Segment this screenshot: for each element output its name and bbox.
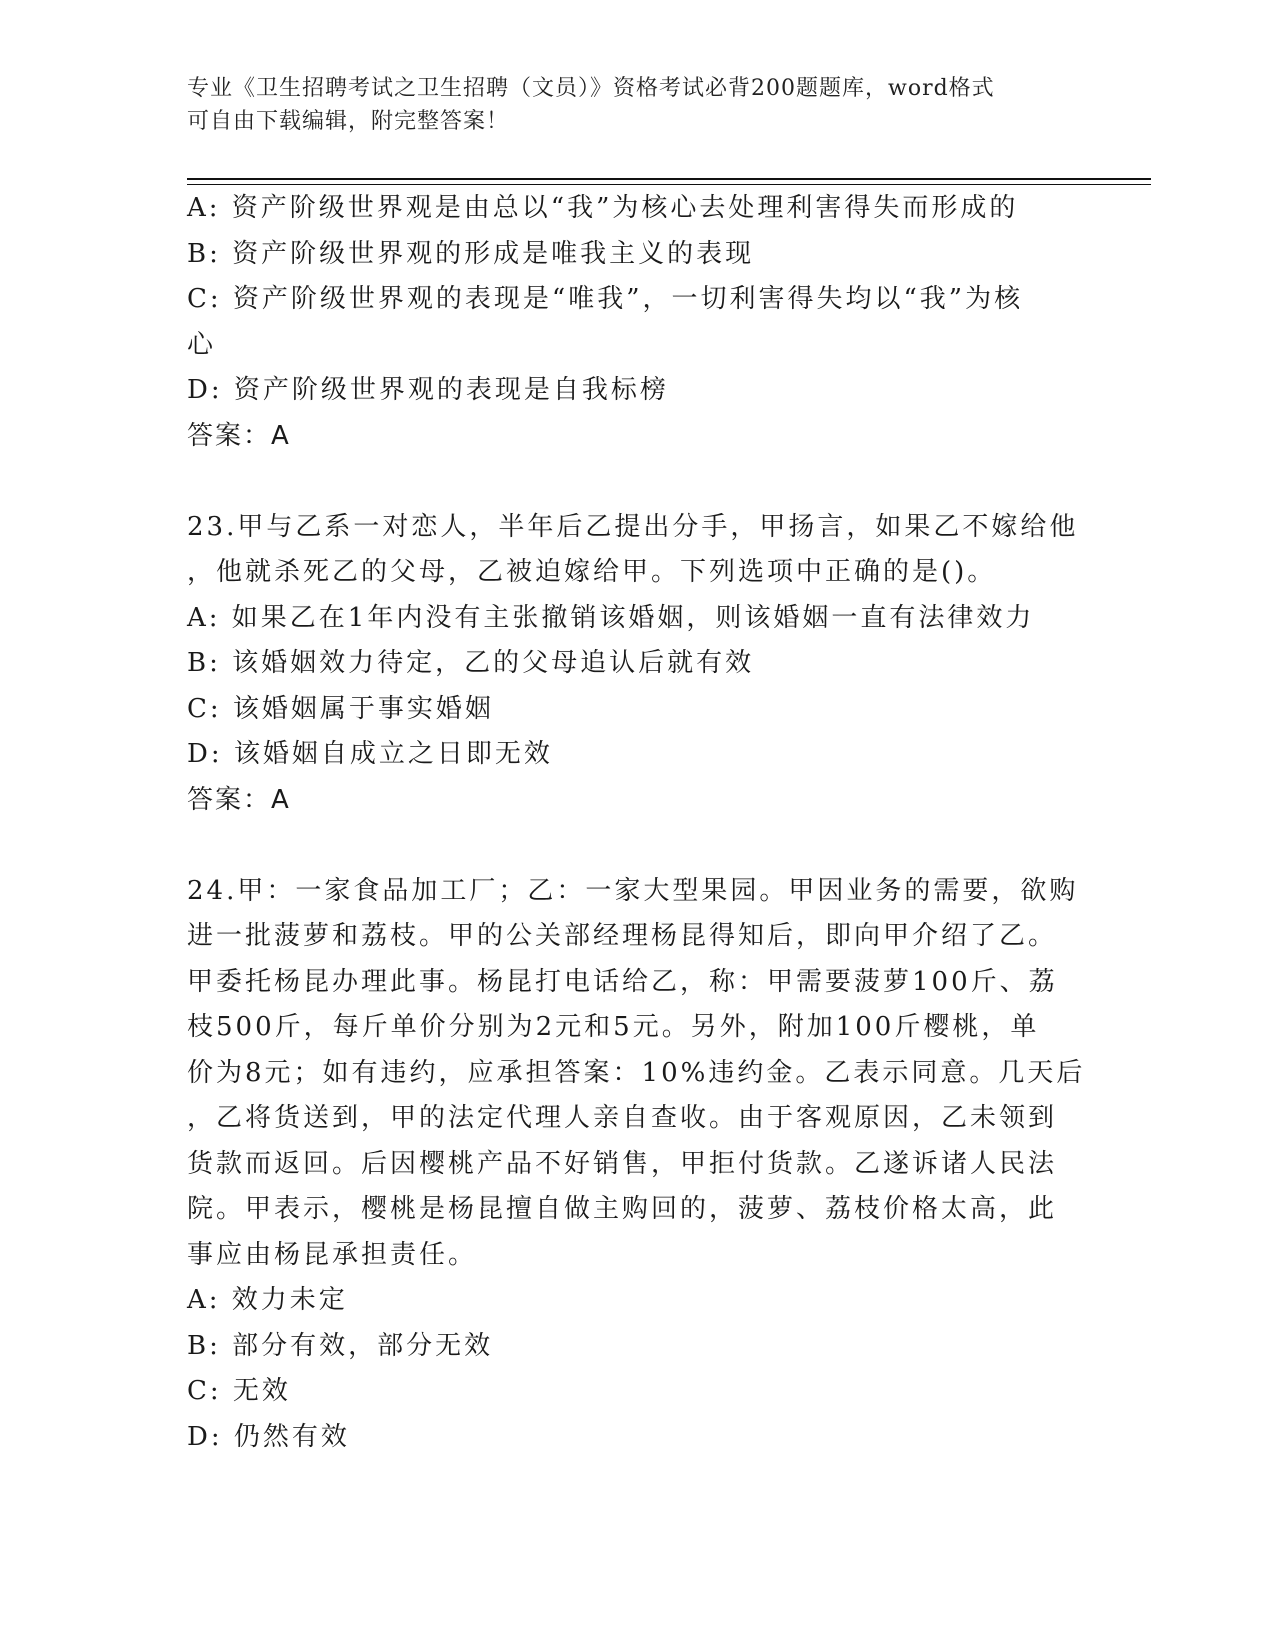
header-divider-thin <box>187 184 1151 185</box>
question-24 <box>187 869 1087 1461</box>
document-header <box>187 72 1087 138</box>
question-stem-line: 事应由杨昆承担责任。 <box>187 1239 478 1270</box>
document-body <box>187 186 1087 1460</box>
answer-line: 答案：A <box>187 420 291 451</box>
header-divider-thick <box>187 178 1151 180</box>
question-stem-line: ，乙将货送到，甲的法定代理人亲自查收。由于客观原因，乙未领到 <box>187 1103 1058 1133</box>
option-b: B: 部分有效，部分无效 <box>187 1330 494 1361</box>
question-22-continued <box>187 186 1087 459</box>
option-c: C: 该婚姻属于事实婚姻 <box>187 693 494 724</box>
header-title-line-2: 可自由下载编辑，附完整答案！ <box>187 109 510 134</box>
option-d: D: 仍然有效 <box>187 1421 350 1452</box>
option-b: B: 该婚姻效力待定，乙的父母追认后就有效 <box>187 648 755 678</box>
question-stem-line: 23.甲与乙系一对恋人，半年后乙提出分手，甲扬言，如果乙不嫁给他 <box>187 511 1079 542</box>
option-d: D: 资产阶级世界观的表现是自我标榜 <box>187 375 669 405</box>
option-d: D: 该婚姻自成立之日即无效 <box>187 739 553 769</box>
question-stem-line: 进一批菠萝和荔枝。甲的公关部经理杨昆得知后，即向甲介绍了乙。 <box>187 921 1058 951</box>
question-stem-line: 院。甲表示，樱桃是杨昆擅自做主购回的，菠萝、荔枝价格太高，此 <box>187 1194 1058 1224</box>
answer-line: 答案：A <box>187 784 291 815</box>
question-stem-line: 货款而返回。后因樱桃产品不好销售，甲拒付货款。乙遂诉诸人民法 <box>187 1148 1058 1179</box>
spacer <box>187 459 1087 505</box>
option-c-continued: 心 <box>187 329 217 360</box>
header-title-line-1: 专业《卫生招聘考试之卫生招聘（文员）》资格考试必背200题题库，word格式 <box>187 76 995 101</box>
option-a: A: 资产阶级世界观是由总以“我”为核心去处理利害得失而形成的 <box>187 193 1019 223</box>
question-stem-line: 24.甲：一家食品加工厂；乙：一家大型果园。甲因业务的需要，欲购 <box>187 875 1079 906</box>
question-stem-line: ，他就杀死乙的父母，乙被迫嫁给甲。下列选项中正确的是()。 <box>187 557 997 587</box>
option-a: A: 如果乙在1年内没有主张撤销该婚姻，则该婚姻一直有法律效力 <box>187 602 1035 633</box>
option-c: C: 无效 <box>187 1376 291 1406</box>
question-stem-line: 价为8元；如有违约，应承担答案：10%违约金。乙表示同意。几天后 <box>187 1057 1086 1088</box>
question-stem-line: 枝500斤，每斤单价分别为2元和5元。另外，附加100斤樱桃，单 <box>187 1012 1040 1042</box>
spacer <box>187 823 1087 869</box>
option-b: B: 资产阶级世界观的形成是唯我主义的表现 <box>187 238 755 269</box>
question-23 <box>187 505 1087 824</box>
option-c: C: 资产阶级世界观的表现是“唯我”，一切利害得失均以“我”为核 <box>187 284 1024 314</box>
question-stem-line: 甲委托杨昆办理此事。杨昆打电话给乙，称：甲需要菠萝100斤、荔 <box>187 966 1058 997</box>
option-a: A: 效力未定 <box>187 1285 348 1315</box>
